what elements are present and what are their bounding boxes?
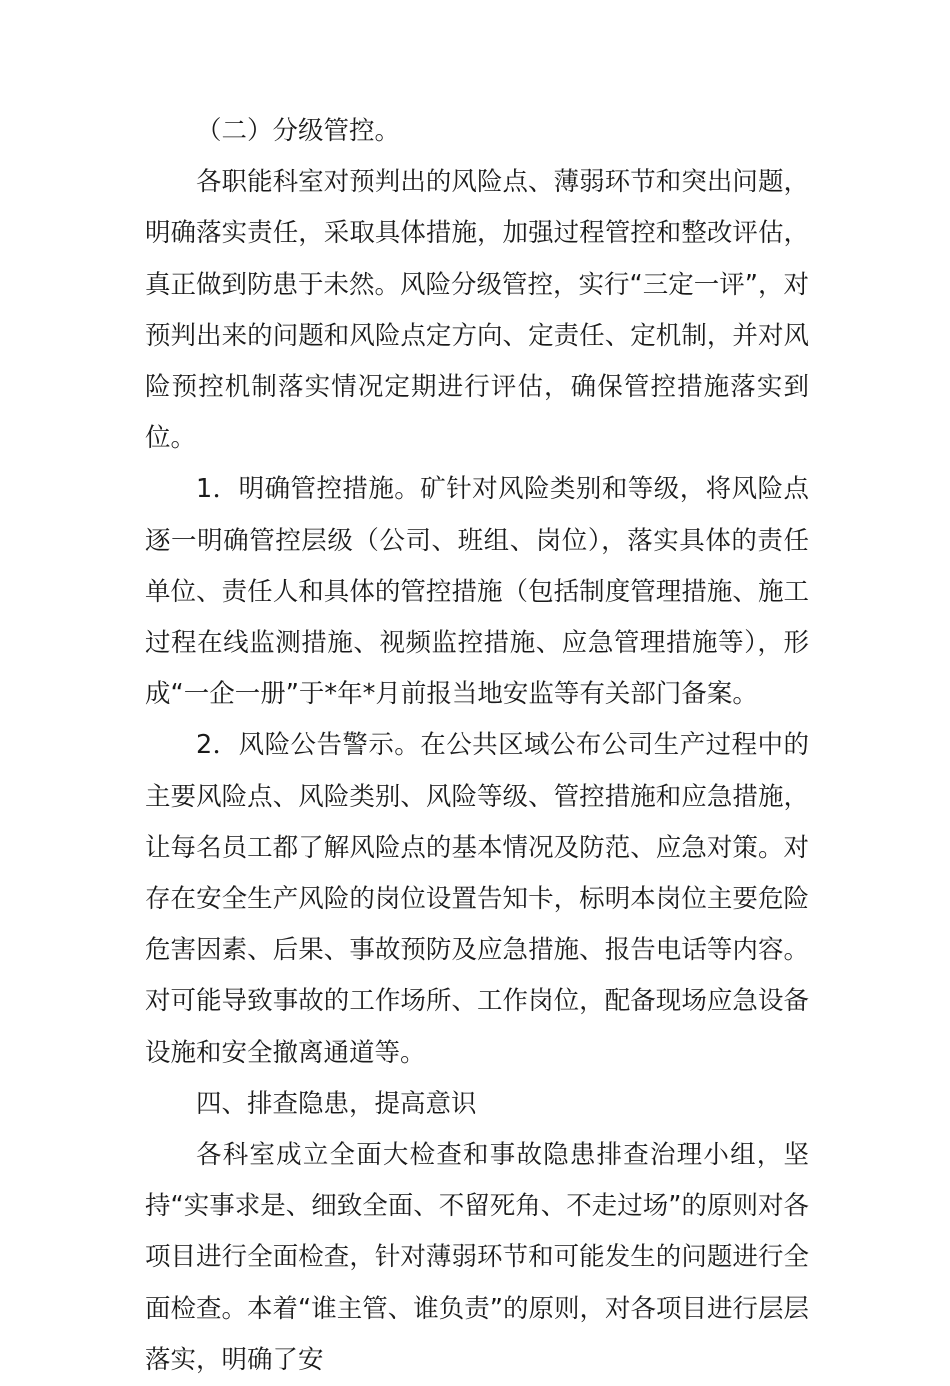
section-heading-graded-control: （二）分级管控。 [196, 116, 401, 146]
document-body [145, 106, 809, 1386]
paragraph-hazard-inspection: 各科室成立全面大检查和事故隐患排查治理小组，坚持“实事求是、细致全面、不留死角、不走过场”的原则对各项目进行全面检查，针对薄弱环节和可能发生的问题进行全面检查。本着“谁主管、谁负责”的原则，对各项目进行层层落实，明确了安 [145, 1140, 809, 1375]
paragraph-graded-control: 各职能科室对预判出的风险点、薄弱环节和突出问题，明确落实责任，采取具体措施，加强过程管控和整改评估，真正做到防患于未然。风险分级管控，实行“三定一评”，对预判出来的问题和风险点定方向、定责任、定机制，并对风险预控机制落实情况定期进行评估，确保管控措施落实到位。 [145, 167, 809, 454]
paragraph-control-measures: 1．明确管控措施。矿针对风险类别和等级，将风险点逐一明确管控层级（公司、班组、岗位），落实具体的责任单位、责任人和具体的管控措施（包括制度管理措施、施工过程在线监测措施、视频监控措施、应急管理措施等），形成“一企一册”于*年*月前报当地安监等有关部门备案。 [145, 474, 809, 710]
paragraph-risk-warning: 2．风险公告警示。在公共区域公布公司生产过程中的主要风险点、风险类别、风险等级、管控措施和应急措施，让每名员工都了解风险点的基本情况及防范、应急对策。对存在安全生产风险的岗位设置告知卡，标明本岗位主要危险危害因素、后果、事故预防及应急措施、报告电话等内容。对可能导致事故的工作场所、工作岗位，配备现场应急设备设施和安全撤离通道等。 [145, 730, 809, 1068]
section-heading-hazard-inspection: 四、排查隐患，提高意识 [196, 1088, 477, 1119]
